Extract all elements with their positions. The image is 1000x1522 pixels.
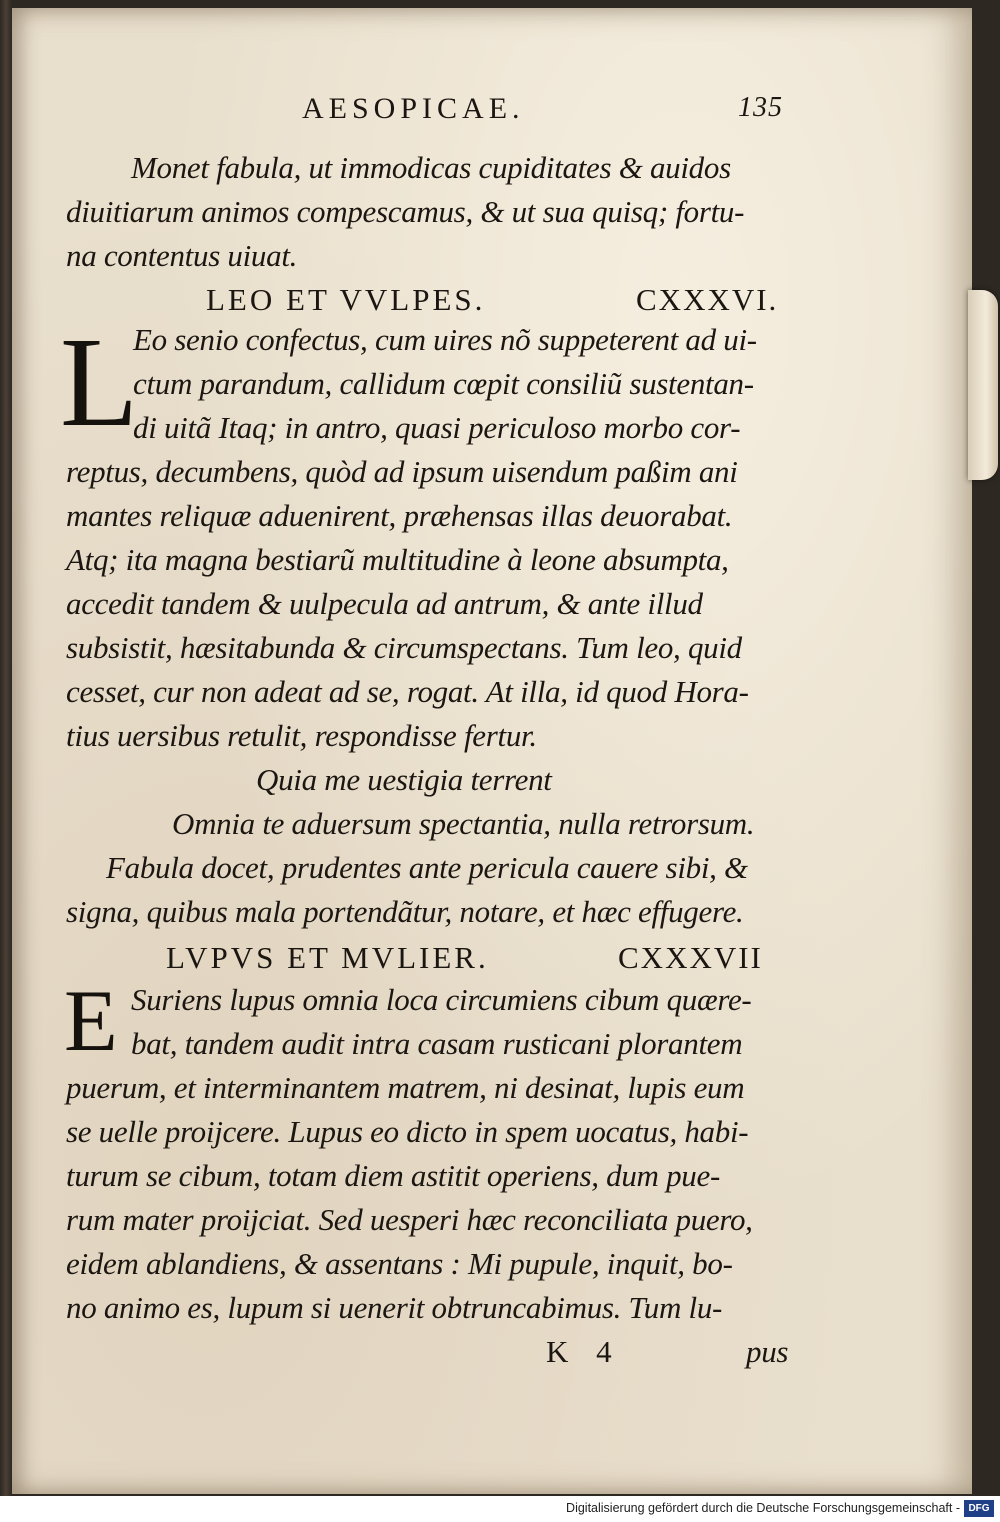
text-line: Eo senio confectus, cum uires nõ suppeterent ad ui- — [133, 322, 757, 357]
verse-line: Quia me uestigia terrent — [256, 762, 552, 797]
text-line: subsistit, hæsitabunda & circumspectans. Tum leo, quid — [66, 630, 742, 665]
text-line: reptus, decumbens, quòd ad ipsum uisendum paßim ani — [66, 454, 738, 489]
funding-credit: Digitalisierung gefördert durch die Deutsche Forschungsgemeinschaft - — [566, 1501, 960, 1515]
intro-line: Monet fabula, ut immodicas cupiditates & auidos — [131, 150, 731, 185]
text-line: turum se cibum, totam diem astitit operiens, dum pue- — [66, 1158, 720, 1193]
moral-line: Fabula docet, prudentes ante pericula cauere sibi, & — [106, 850, 748, 885]
text-line: cesset, cur non adeat ad se, rogat. At illa, id quod Hora- — [66, 674, 749, 709]
page-fore-edge — [968, 290, 998, 480]
text-line: eidem ablandiens, & assentans : Mi pupule, inquit, bo- — [66, 1246, 733, 1281]
dfg-logo: DFG — [964, 1500, 994, 1517]
catchword: pus — [746, 1334, 789, 1369]
text-line: Suriens lupus omnia loca circumiens cibum quære- — [131, 982, 752, 1017]
fable-title: LEO ET VVLPES. — [206, 282, 486, 317]
drop-cap: L — [60, 311, 139, 453]
text-line: di uitã Itaq; in antro, quasi periculoso morbo cor- — [133, 410, 741, 445]
text-line: ctum parandum, callidum cœpit consiliũ sustentan- — [133, 366, 754, 401]
text-line: puerum, et interminantem matrem, ni desinat, lupis eum — [66, 1070, 745, 1105]
intro-line: na contentus uiuat. — [66, 238, 298, 273]
text-line: accedit tandem & uulpecula ad antrum, & ante illud — [66, 586, 703, 621]
text-line: no animo es, lupum si uenerit obtruncabimus. Tum lu- — [66, 1290, 723, 1325]
text-line: tius uersibus retulit, respondisse fertur. — [66, 718, 537, 753]
text-line: rum mater proijciat. Sed uesperi hæc reconciliata puero, — [66, 1202, 753, 1237]
footer-bar — [0, 1496, 1000, 1522]
running-title: AESOPICAE. — [302, 92, 525, 125]
page-number: 135 — [738, 92, 783, 123]
moral-line: signa, quibus mala portendãtur, notare, et hæc effugere. — [66, 894, 744, 929]
signature-mark: K 4 — [546, 1334, 622, 1369]
fable-number: CXXXVI. — [636, 282, 779, 317]
intro-line: diuitiarum animos compescamus, & ut sua quisq; fortu- — [66, 194, 745, 229]
text-line: mantes reliquæ aduenirent, præhensas illas deuorabat. — [66, 498, 733, 533]
text-line: se uelle proijcere. Lupus eo dicto in spem uocatus, habi- — [66, 1114, 749, 1149]
text-line: Atq; ita magna bestiarũ multitudine à leone absumpta, — [66, 542, 729, 577]
fable-title: LVPVS ET MVLIER. — [166, 940, 489, 975]
fable-number: CXXXVII — [618, 940, 763, 975]
drop-cap: E — [64, 973, 118, 1070]
text-line: bat, tandem audit intra casam rusticani plorantem — [131, 1026, 743, 1061]
verse-line: Omnia te aduersum spectantia, nulla retrorsum. — [172, 806, 755, 841]
